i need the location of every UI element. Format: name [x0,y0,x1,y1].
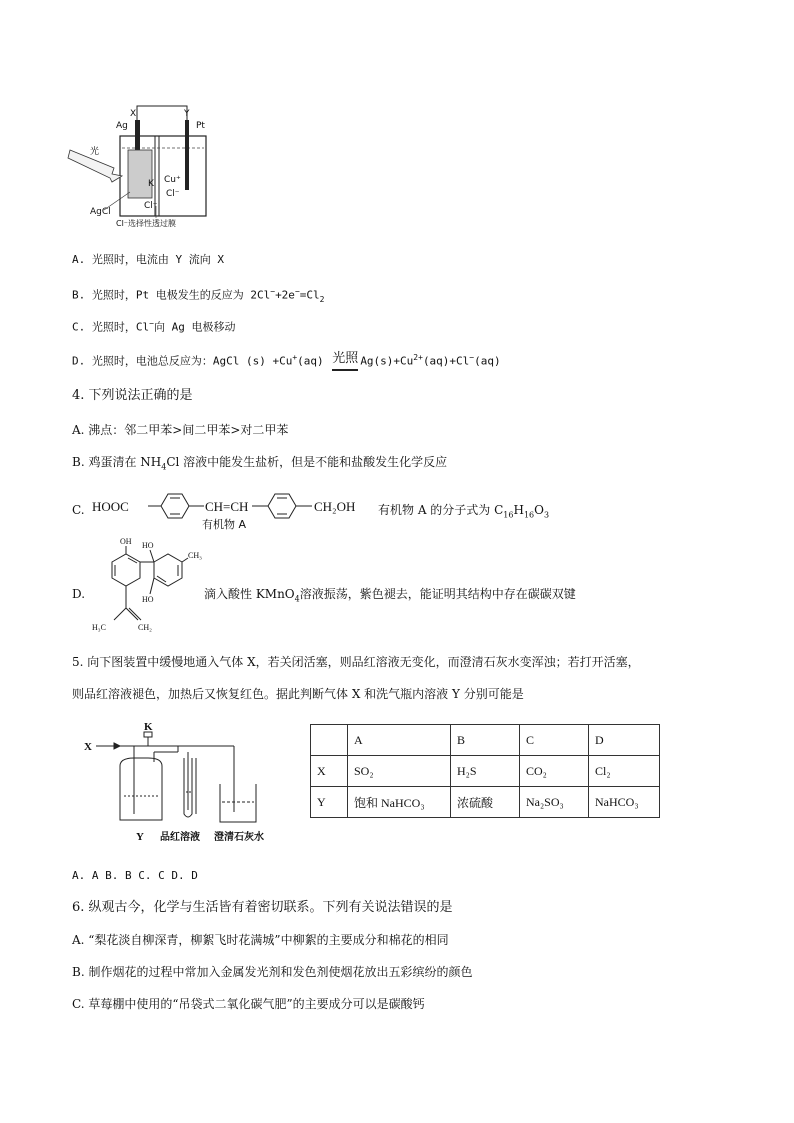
q3-option-d-post2: (aq)+Cl [422,354,470,368]
q4-option-d-label: D. [72,587,86,601]
organic-compound-a-structure [92,484,382,532]
q4-option-d-text-pre: 滴入酸性 KMnO [204,587,295,601]
q6-option-b: B. 制作烟花的过程中常加入金属发光剂和发色剂使烟花放出五彩缤纷的颜色 [72,965,473,979]
q5-title-2: 则品红溶液褪色，加热后又恢复红色。据此判断气体 X 和洗气瓶内溶液 Y 分别可能是 [72,687,524,701]
label-cl2: Cl⁻ [166,189,180,199]
struct-oh1: OH [120,537,132,546]
electrochemical-cell-figure [60,100,220,228]
table-cell: A [348,725,451,756]
q4-option-b [72,454,447,475]
q3-option-c-pre: C. 光照时，Cl [72,320,150,334]
label-k: K [148,179,154,189]
sub: 2 [319,294,325,304]
q3-option-d-post: Ag(s)+Cu [360,354,414,368]
app-label-x: X [84,741,92,753]
q4-option-d-text-post: 溶液振荡，紫色褪去，能证明其结构中存在碳碳双键 [299,587,576,601]
q5-title-1: 5. 向下图装置中缓慢地通入气体 X，若关闭活塞，则品红溶液无变化，而澄清石灰水变浑浊；若打开活塞， [72,655,640,669]
q4-option-b-post: Cl 溶液中能发生盐析，但是不能和盐酸发生化学反应 [166,455,448,469]
table-cell: X [311,756,348,787]
label-x: X [130,109,137,119]
table-cell: C [520,725,589,756]
app-label-k: K [144,722,153,733]
q3-option-c-post: 向 Ag 电极移动 [153,320,236,334]
struct-caption: 有机物 A [202,518,247,531]
sup: − [149,319,154,328]
table-cell: 浓硫酸 [451,787,520,818]
q4-option-c-label: C. [72,503,85,517]
label-cl1: Cl⁻ [144,201,158,211]
sup: − [469,353,475,362]
table-cell: CO₂ [520,756,589,787]
app-label-y: Y [136,831,144,843]
q3-option-d [72,350,501,374]
q3-option-b-mid: +2e [275,288,295,302]
table-cell: SO₂ [348,756,451,787]
label-pt: Pt [196,121,205,131]
table-cell: D [589,725,660,756]
struct-ch2oh: CH₂OH [314,499,356,514]
q3-option-d-pre: D. 光照时，电池总反应为：AgCl (s) +Cu [72,354,293,368]
q4-option-a: A. 沸点：邻二甲苯>间二甲苯>对二甲苯 [72,423,289,437]
q6-option-a: A. “梨花淡自柳深青，柳絮飞时花满城”中柳絮的主要成分和棉花的相同 [72,933,449,947]
table-cell: Y [311,787,348,818]
gas-wash-apparatus-figure [84,722,284,846]
q4-option-b-pre: B. 鸡蛋清在 NH [72,455,162,469]
q3-option-a: A. 光照时，电流由 Y 流向 X [72,253,224,266]
struct-hooc: HOOC [92,499,129,514]
label-agcl: AgCl [90,207,111,217]
label-cu: Cu⁺ [164,175,181,185]
label-ag: Ag [116,121,128,131]
q6-title: 6. 纵观古今，化学与生活皆有着密切联系。下列有关说法错误的是 [72,900,453,915]
table-row [311,756,660,787]
reaction-condition: 光照 [332,351,358,371]
sup: 2+ [413,353,423,362]
struct-ho2: HO [142,541,154,550]
table-row [311,725,660,756]
q3-option-d-mid: (aq) [297,354,324,368]
sub: 3 [543,510,550,520]
app-label-shihui: 澄清石灰水 [214,832,264,843]
sup: + [292,353,298,362]
q4-title: 4. 下列说法正确的是 [72,388,193,403]
q3-option-c [72,316,235,336]
label-y: Y [184,109,190,119]
struct-h3c: H₃C [92,623,106,632]
table-row [311,787,660,818]
q4-option-c-text [378,502,549,523]
q4-option-c-text-pre: 有机物 A 的分子式为 C [378,503,504,517]
sub: 4 [294,594,300,604]
q4-option-d-text [204,586,576,607]
sub: 16 [503,510,514,520]
sub: 16 [523,510,535,520]
q3-option-b-pre: B. 光照时，Pt 电极发生的反应为 2Cl [72,288,271,302]
q3-option-d-end: (aq) [474,354,501,368]
label-light: 光 [90,147,100,157]
q3-option-b [72,284,324,308]
table-cell [311,725,348,756]
table-cell: B [451,725,520,756]
table-cell: Cl₂ [589,756,660,787]
q4-option-c-text-h: H [513,503,524,517]
q3-option-b-post: =Cl [299,288,320,302]
struct-ch2: CH₂ [138,623,152,632]
table-cell: NaHCO₃ [589,787,660,818]
app-label-pinhong: 品红溶液 [160,832,200,843]
q4-option-c-text-o: O [534,503,544,517]
cannabidiol-like-structure [88,536,206,640]
q5-options-table [310,724,660,818]
q5-options: A. A B. B C. C D. D [72,869,198,882]
table-cell: H₂S [451,756,520,787]
sup: − [294,287,300,296]
table-cell: Na₂SO₃ [520,787,589,818]
q6-option-c: C. 草莓棚中使用的“吊袋式二氧化碳气肥”的主要成分可以是碳酸钙 [72,997,425,1011]
label-membrane: Cl⁻选择性透过膜 [116,219,177,228]
sup: − [270,287,276,296]
table-cell: 饱和 NaHCO₃ [348,787,451,818]
struct-ch-ch: CH=CH [205,499,249,514]
struct-ho3: HO [142,595,154,604]
struct-ch3: CH₃ [188,551,202,560]
sub: 4 [161,462,167,472]
